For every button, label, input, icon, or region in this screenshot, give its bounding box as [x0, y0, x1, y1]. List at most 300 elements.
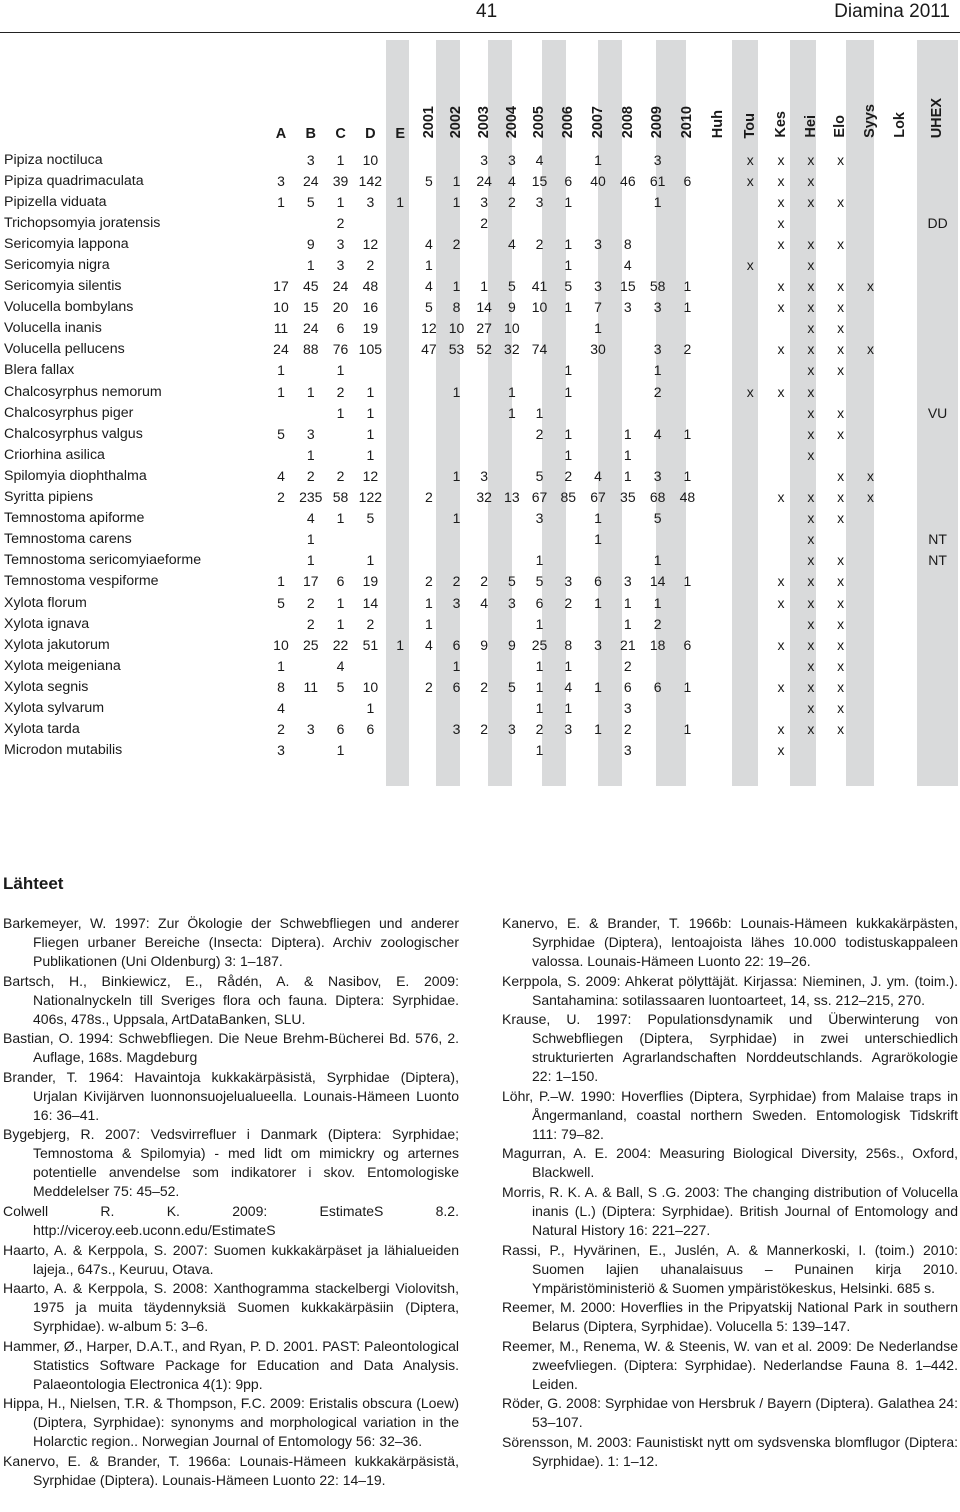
table-cell: 88	[302, 341, 319, 358]
table-cell: 1	[396, 636, 405, 653]
table-cell: 1	[452, 172, 461, 189]
table-cell: 1	[306, 552, 315, 569]
table-cell	[443, 402, 471, 423]
table-cell	[766, 360, 796, 381]
table-cell: 2	[683, 341, 692, 358]
table-cell: 13	[504, 489, 520, 506]
table-cell	[443, 697, 471, 718]
table-cell	[856, 297, 886, 318]
table-cell: x	[837, 193, 845, 210]
table-cell: 1	[653, 362, 662, 379]
table-cell	[415, 381, 443, 402]
table-cell	[296, 212, 326, 233]
table-cell	[613, 381, 643, 402]
table-cell	[673, 402, 703, 423]
table-cell: 8	[277, 678, 285, 695]
table-cell: 2	[507, 193, 516, 210]
table-cell: 1	[564, 257, 573, 274]
table-cell	[470, 613, 498, 634]
table-cell: 25	[531, 636, 548, 653]
table-cell: 2	[366, 257, 375, 274]
table-cell	[415, 444, 443, 465]
table-cell	[856, 191, 886, 212]
table-cell	[470, 508, 498, 529]
table-cell	[643, 655, 673, 676]
table-cell	[702, 360, 734, 381]
table-cell: 1	[594, 721, 602, 738]
column-header: Elo	[832, 115, 849, 138]
table-cell	[443, 212, 471, 233]
table-cell: 3	[564, 573, 573, 590]
table-cell	[583, 212, 613, 233]
table-cell	[583, 697, 613, 718]
table-cell	[734, 212, 766, 233]
table-cell: 1	[683, 467, 692, 484]
table-cell	[766, 550, 796, 571]
table-cell: 3	[480, 193, 489, 210]
table-cell	[385, 676, 415, 697]
table-cell: 12	[421, 320, 437, 337]
reference-entry: Kanervo, E. & Brander, T. 1966a: Lounais-Hämeen kukkakärpäsistä, Syrphidae (Diptera). Lounais-Hämeen Luonto 22: 14–19.	[3, 1452, 459, 1488]
table-cell	[415, 360, 443, 381]
table-cell	[385, 719, 415, 740]
table-cell: 5	[277, 425, 285, 442]
table-cell: 235	[299, 489, 323, 506]
status-cell	[915, 634, 960, 655]
table-cell: 5	[535, 467, 544, 484]
table-cell: 3	[452, 721, 461, 738]
table-cell: 1	[336, 594, 345, 611]
references-left-column	[3, 914, 459, 1491]
column-header: D	[365, 126, 376, 142]
table-cell: 1	[683, 721, 692, 738]
table-cell	[553, 508, 583, 529]
table-cell: 1	[535, 742, 544, 759]
table-cell	[766, 423, 796, 444]
status-cell: NT	[928, 531, 947, 548]
table-row	[0, 170, 960, 191]
species-table-wrap	[0, 34, 960, 759]
table-cell: 8	[452, 299, 461, 316]
table-cell	[734, 508, 766, 529]
table-cell	[643, 719, 673, 740]
table-cell	[734, 676, 766, 697]
table-cell: 1	[683, 278, 692, 295]
table-cell	[470, 254, 498, 275]
table-cell	[583, 254, 613, 275]
table-cell	[553, 149, 583, 170]
table-cell: 10	[273, 636, 289, 653]
table-cell: x	[866, 489, 874, 506]
table-cell: 1	[564, 299, 573, 316]
table-cell	[702, 465, 734, 486]
table-cell: x	[807, 510, 815, 527]
table-cell	[385, 423, 415, 444]
table-cell: x	[807, 193, 815, 210]
table-cell	[498, 613, 526, 634]
table-cell: 3	[306, 425, 315, 442]
table-cell: x	[807, 678, 815, 695]
table-cell: x	[837, 721, 845, 738]
status-cell	[915, 592, 960, 613]
table-cell	[613, 402, 643, 423]
table-cell: x	[777, 172, 785, 189]
table-cell: 2	[336, 214, 345, 231]
table-cell	[613, 339, 643, 360]
table-cell	[856, 508, 886, 529]
table-cell: x	[746, 151, 754, 168]
table-cell	[415, 655, 443, 676]
table-cell: x	[777, 742, 785, 759]
table-cell: 4	[306, 510, 315, 527]
table-cell: x	[807, 235, 815, 252]
species-name: Xylota sylvarum	[4, 699, 105, 716]
table-cell	[470, 402, 498, 423]
table-cell: 1	[535, 404, 544, 421]
table-cell: 6	[535, 594, 544, 611]
table-cell	[673, 191, 703, 212]
table-cell: 1	[683, 678, 692, 695]
table-cell	[326, 444, 356, 465]
table-cell: 10	[504, 320, 520, 337]
table-row	[0, 740, 960, 761]
table-cell	[856, 170, 886, 191]
species-name: Temnostoma sericomyiaeforme	[4, 552, 202, 569]
table-cell: 2	[653, 383, 662, 400]
table-row	[0, 634, 960, 655]
table-cell	[702, 149, 734, 170]
table-cell	[415, 191, 443, 212]
table-cell	[266, 613, 296, 634]
table-cell: x	[807, 341, 815, 358]
table-cell: 14	[649, 573, 666, 590]
table-cell: 1	[452, 278, 461, 295]
table-cell	[415, 529, 443, 550]
table-cell	[553, 318, 583, 339]
table-cell	[766, 444, 796, 465]
species-name: Temnostoma vespiforme	[4, 573, 159, 590]
table-cell	[885, 719, 915, 740]
table-cell: 3	[653, 341, 662, 358]
table-cell: 18	[649, 636, 666, 653]
species-name: Pipiza noctiluca	[4, 151, 103, 168]
status-cell	[915, 254, 960, 275]
table-cell: 4	[653, 425, 662, 442]
table-cell	[553, 550, 583, 571]
table-cell: x	[837, 636, 845, 653]
table-cell	[766, 529, 796, 550]
table-cell	[885, 233, 915, 254]
table-cell	[613, 550, 643, 571]
reference-entry: Krause, U. 1997: Populationsdynamik und Überwinterung von Schwebfliegen (Diptera, Syrphidae) in zwei unterschiedlich strukturierten Agrarlandschaften Norddeutschlands. Agrarökologie 22: 1–150.	[502, 1011, 958, 1085]
table-cell: 5	[653, 510, 662, 527]
reference-entry: Barkemeyer, W. 1997: Zur Ökologie der Schwebfliegen und anderer Fliegen urbaner Bereiche (Insecta: Diptera). Archiv zoologischer Publikationen (Uni Oldenburg) 3: 1–187.	[3, 915, 459, 969]
table-cell	[385, 740, 415, 761]
reference-entry: Brander, T. 1964: Havaintoja kukkakärpäsistä, Syrphidae (Diptera), Urjalan Kivijärven luonnonsuojelualueella. Lounais-Hämeen Luonto 16: 36–41.	[3, 1068, 459, 1123]
table-cell	[583, 402, 613, 423]
table-cell	[673, 254, 703, 275]
table-cell: x	[777, 383, 785, 400]
table-cell	[498, 444, 526, 465]
table-cell	[355, 529, 385, 550]
table-cell: 14	[362, 594, 379, 611]
species-name: Chalcosyrphus valgus	[4, 425, 143, 442]
table-cell: 30	[590, 341, 606, 358]
column-header: 2003	[475, 105, 492, 138]
status-cell	[915, 465, 960, 486]
status-cell	[915, 613, 960, 634]
table-cell	[885, 276, 915, 297]
table-cell	[296, 402, 326, 423]
species-name: Pipiza quadrimaculata	[4, 172, 144, 189]
table-cell: x	[807, 721, 815, 738]
table-cell	[583, 655, 613, 676]
table-cell: 1	[535, 552, 544, 569]
table-cell: 5	[277, 594, 285, 611]
references-heading: Lähteet	[3, 874, 64, 893]
reference-entry: Rassi, P., Hyvärinen, E., Juslén, A. & Mannerkoski, I. (toim.) 2010: Suomen lajien uhanalaisuus – Punainen kirja 2010. Ympäristöministeriö & Suomen ympäristökeskus, Helsinki. 685 s.	[502, 1241, 958, 1296]
table-cell: x	[777, 278, 785, 295]
status-cell	[915, 191, 960, 212]
table-cell: 1	[366, 404, 375, 421]
table-cell	[702, 423, 734, 444]
table-cell: 122	[358, 489, 383, 506]
table-cell	[266, 233, 296, 254]
table-cell	[443, 444, 471, 465]
table-cell: x	[837, 235, 845, 252]
table-cell	[526, 360, 554, 381]
table-cell: 4	[594, 467, 602, 484]
table-cell: 6	[623, 678, 632, 695]
status-cell	[915, 233, 960, 254]
table-cell	[470, 740, 498, 761]
table-cell: 6	[564, 172, 573, 189]
table-cell	[553, 613, 583, 634]
table-cell	[385, 297, 415, 318]
table-cell	[702, 571, 734, 592]
table-cell	[885, 634, 915, 655]
column-header: 2010	[679, 105, 696, 138]
table-cell: x	[777, 636, 785, 653]
table-cell: 6	[366, 721, 375, 738]
table-cell: x	[837, 299, 845, 316]
table-row	[0, 191, 960, 212]
table-cell: 3	[336, 257, 345, 274]
table-cell: 3	[507, 151, 516, 168]
table-cell: x	[837, 362, 845, 379]
table-cell	[766, 254, 796, 275]
table-cell	[734, 613, 766, 634]
reference-entry: Magurran, A. E. 2004: Measuring Biological Diversity, 256s., Oxford, Blackwell.	[502, 1145, 958, 1181]
table-cell	[702, 613, 734, 634]
page-number: 41	[476, 1, 498, 22]
table-cell: 1	[653, 552, 662, 569]
table-cell	[613, 318, 643, 339]
table-cell	[734, 697, 766, 718]
table-cell: 3	[594, 235, 602, 252]
table-cell	[885, 191, 915, 212]
table-cell	[326, 550, 356, 571]
table-cell: 9	[306, 235, 315, 252]
table-row	[0, 276, 960, 297]
table-cell: 68	[649, 489, 666, 506]
table-cell	[443, 149, 471, 170]
table-cell	[266, 402, 296, 423]
table-cell	[613, 191, 643, 212]
species-name: Volucella pellucens	[4, 341, 125, 358]
table-cell: 58	[649, 278, 666, 295]
table-cell	[385, 233, 415, 254]
table-cell	[702, 381, 734, 402]
table-cell: x	[807, 172, 815, 189]
species-name: Sericomyia nigra	[4, 257, 110, 274]
table-cell: 1	[683, 299, 692, 316]
table-cell: 2	[277, 721, 285, 738]
table-cell	[856, 676, 886, 697]
table-cell	[856, 697, 886, 718]
table-cell	[553, 212, 583, 233]
table-cell	[885, 423, 915, 444]
reference-entry: Reemer, M., Renema, W. & Steenis, W. van et al. 2009: De Nederlandse zweefvliegen. (Diptera: Syrphidae). Nederlandse Fauna 8. 1–442. Leiden.	[502, 1337, 958, 1392]
table-cell	[498, 697, 526, 718]
table-row	[0, 529, 960, 550]
table-cell	[885, 170, 915, 191]
table-cell: 5	[424, 299, 433, 316]
table-cell	[734, 191, 766, 212]
table-cell: x	[746, 257, 754, 274]
species-name: Chalcosyrphus nemorum	[4, 383, 162, 400]
table-cell: 2	[623, 657, 632, 674]
reference-entry: Röder, G. 2008: Syrphidae von Hersbruk / Bayern (Diptera). Galathea 24: 53–107.	[502, 1395, 958, 1431]
table-cell: 15	[531, 172, 548, 189]
table-cell	[856, 254, 886, 275]
table-cell: 53	[448, 341, 465, 358]
table-cell: 24	[273, 341, 289, 358]
species-name: Chalcosyrphus piger	[4, 404, 134, 421]
table-cell	[583, 740, 613, 761]
table-cell: 1	[623, 594, 632, 611]
table-cell: 4	[277, 699, 285, 716]
table-cell: x	[807, 362, 815, 379]
references-right-column	[502, 914, 958, 1472]
table-cell: 4	[424, 636, 433, 653]
table-cell	[885, 550, 915, 571]
table-cell: 3	[623, 299, 632, 316]
status-cell	[915, 508, 960, 529]
table-cell	[856, 212, 886, 233]
table-cell	[885, 465, 915, 486]
table-cell: 1	[336, 742, 345, 759]
table-cell	[385, 149, 415, 170]
reference-entry: Bygebjerg, R. 2007: Vedsvirrefluer i Danmark (Diptera: Syrphidae; Temnostoma & Spilomyia) - med lidt om mimickry og arternes potentielle anvendelse som indikatorer i skov. Entomologiske Meddelelser 75: 45–52.	[3, 1126, 459, 1200]
table-row	[0, 402, 960, 423]
table-cell	[443, 613, 471, 634]
table-cell: 11	[273, 320, 289, 337]
table-cell	[673, 360, 703, 381]
table-cell: x	[807, 425, 815, 442]
table-row	[0, 487, 960, 508]
table-cell: 6	[336, 721, 345, 738]
table-cell	[613, 508, 643, 529]
species-name: Pipizella viduata	[4, 193, 107, 210]
table-cell	[553, 529, 583, 550]
table-cell: 2	[535, 721, 544, 738]
species-name: Criorhina asilica	[4, 446, 105, 463]
table-cell: 1	[623, 467, 632, 484]
table-cell: 2	[480, 721, 489, 738]
table-cell: 24	[302, 320, 319, 337]
table-row	[0, 571, 960, 592]
table-cell: x	[807, 257, 815, 274]
table-cell: 48	[362, 278, 379, 295]
table-cell	[702, 191, 734, 212]
table-cell: 10	[362, 151, 379, 168]
table-cell	[583, 381, 613, 402]
table-cell: 4	[507, 235, 516, 252]
reference-entry: Kerppola, S. 2009: Ahkerat pölyttäjät. Kirjassa: Nieminen, J. ym. (toim.). Santahamina: sotilassaaren luontoarteet, 14, ss. 212–215, 270.	[502, 972, 958, 1008]
table-cell	[885, 613, 915, 634]
table-cell: 85	[560, 489, 577, 506]
table-cell: 5	[336, 678, 345, 695]
table-cell: 1	[564, 657, 573, 674]
table-cell: 17	[273, 278, 289, 295]
table-cell: 2	[306, 594, 315, 611]
table-cell	[498, 465, 526, 486]
table-cell	[826, 740, 856, 761]
table-cell: 1	[366, 446, 375, 463]
table-cell	[443, 360, 471, 381]
table-cell	[385, 318, 415, 339]
table-cell: 15	[302, 299, 319, 316]
table-cell	[266, 254, 296, 275]
table-cell: 6	[336, 573, 345, 590]
table-cell: 3	[277, 172, 285, 189]
table-cell: 6	[452, 636, 461, 653]
table-cell: 22	[332, 636, 349, 653]
table-cell: x	[807, 320, 815, 337]
column-header: Lok	[891, 112, 908, 138]
table-cell: x	[837, 489, 845, 506]
table-cell	[885, 571, 915, 592]
table-cell: 24	[302, 172, 319, 189]
table-cell	[856, 550, 886, 571]
table-cell: 2	[336, 467, 345, 484]
species-name: Xylota ignava	[4, 615, 90, 632]
table-cell	[856, 149, 886, 170]
table-cell: 4	[424, 278, 433, 295]
table-cell: 3	[480, 467, 489, 484]
table-cell	[702, 212, 734, 233]
table-cell: 5	[366, 510, 375, 527]
table-cell	[355, 360, 385, 381]
table-cell	[734, 487, 766, 508]
table-row	[0, 297, 960, 318]
table-cell	[885, 508, 915, 529]
table-cell: 2	[480, 678, 489, 695]
table-cell	[470, 655, 498, 676]
table-cell	[673, 444, 703, 465]
table-cell	[766, 508, 796, 529]
table-cell	[796, 212, 826, 233]
table-cell: 3	[480, 151, 489, 168]
status-cell: NT	[928, 552, 947, 569]
table-cell: 25	[302, 636, 319, 653]
species-name: Trichopsomyia joratensis	[4, 214, 161, 231]
table-cell: 1	[452, 467, 461, 484]
table-cell: 3	[366, 193, 375, 210]
table-cell: 4	[623, 257, 632, 274]
table-cell: 3	[623, 699, 632, 716]
